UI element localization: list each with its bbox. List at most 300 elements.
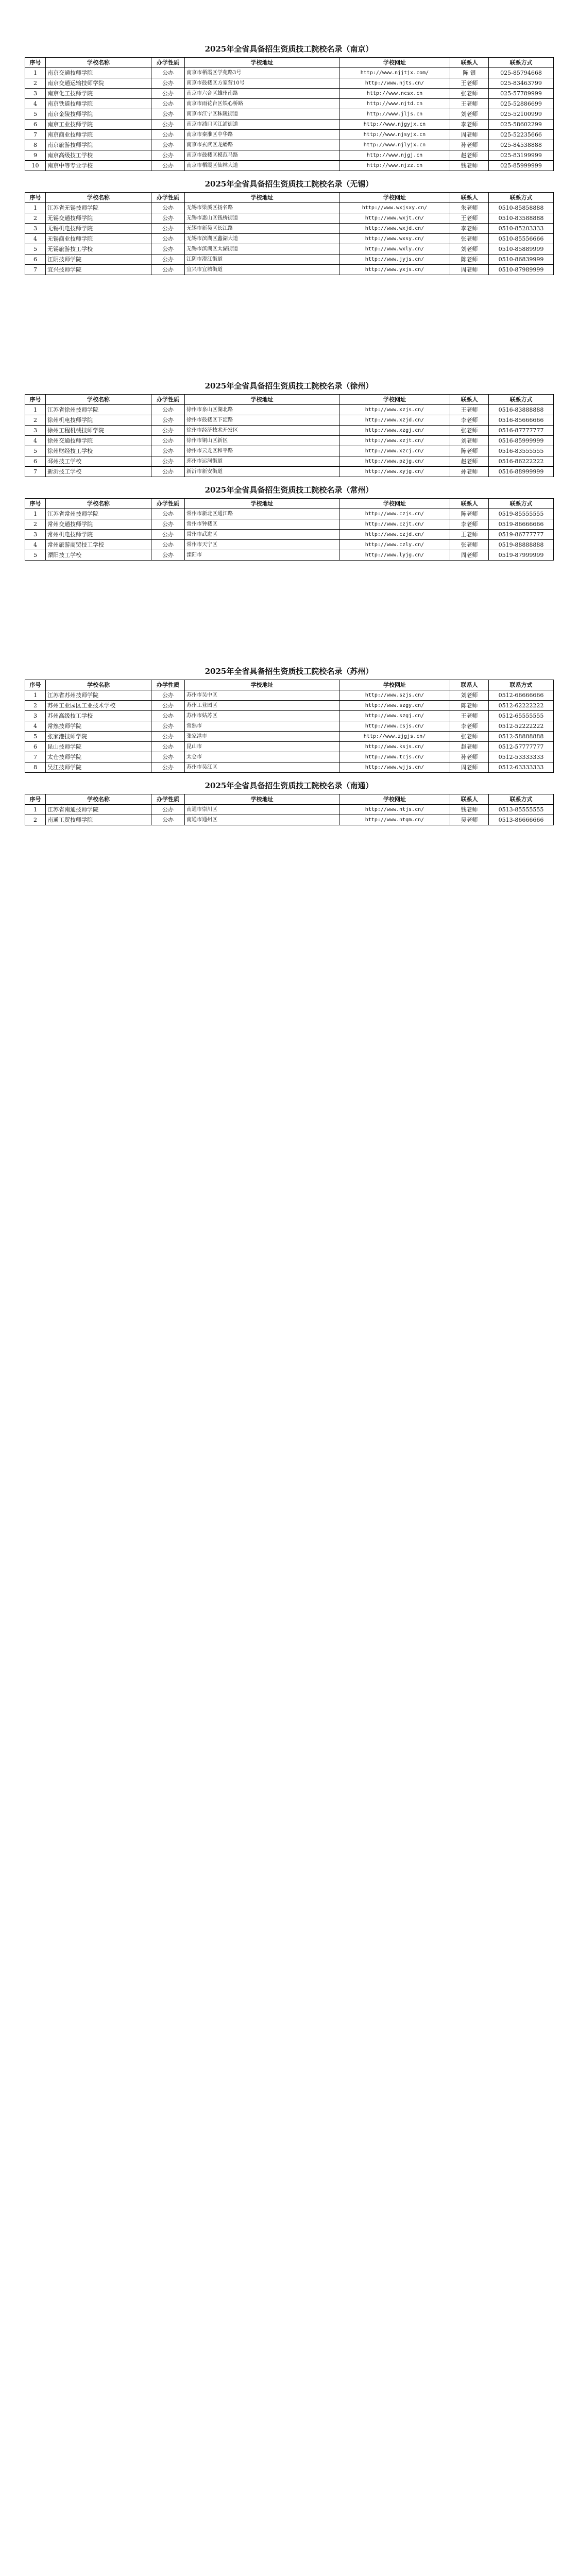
column-header: 办学性质 xyxy=(151,680,185,690)
row-index: 1 xyxy=(25,405,46,415)
school-table xyxy=(25,680,554,773)
contact-person: 张老师 xyxy=(450,732,489,742)
school-website[interactable]: http://www.ntjs.cn/ xyxy=(339,805,450,815)
row-index: 6 xyxy=(25,120,46,130)
column-header: 学校地址 xyxy=(185,193,339,203)
school-type: 公办 xyxy=(151,255,185,265)
school-website[interactable]: http://www.njgyjx.cn xyxy=(339,120,450,130)
contact-person: 周老师 xyxy=(450,762,489,773)
school-type: 公办 xyxy=(151,213,185,224)
table-row xyxy=(25,213,554,224)
row-index: 1 xyxy=(25,690,46,701)
school-name: 南通工贸技师学院 xyxy=(46,815,151,825)
school-name: 溧阳技工学校 xyxy=(46,550,151,561)
row-index: 2 xyxy=(25,519,46,530)
contact-person: 朱老师 xyxy=(450,203,489,213)
school-type: 公办 xyxy=(151,130,185,140)
contact-phone: 0516-87777777 xyxy=(489,426,554,436)
table-row xyxy=(25,752,554,762)
contact-person: 周老师 xyxy=(450,550,489,561)
school-table xyxy=(25,394,554,477)
table-row xyxy=(25,78,554,89)
school-website[interactable]: http://www.yxjs.cn/ xyxy=(339,265,450,275)
school-type: 公办 xyxy=(151,405,185,415)
table-row xyxy=(25,711,554,721)
row-index: 5 xyxy=(25,732,46,742)
school-website[interactable]: http://www.ntgm.cn/ xyxy=(339,815,450,825)
school-name: 南京中等专业学校 xyxy=(46,161,151,171)
contact-phone: 025-85999999 xyxy=(489,161,554,171)
school-type: 公办 xyxy=(151,265,185,275)
school-type: 公办 xyxy=(151,742,185,752)
contact-phone: 0516-83555555 xyxy=(489,446,554,456)
row-index: 4 xyxy=(25,436,46,446)
column-header: 学校名称 xyxy=(46,395,151,405)
column-header: 学校地址 xyxy=(185,794,339,805)
contact-phone: 0512-66666666 xyxy=(489,690,554,701)
school-type: 公办 xyxy=(151,68,185,78)
school-website[interactable]: http://www.njsyjx.cn xyxy=(339,130,450,140)
contact-phone: 0510-87989999 xyxy=(489,265,554,275)
contact-phone: 025-57789999 xyxy=(489,89,554,99)
contact-phone: 0516-88999999 xyxy=(489,467,554,477)
contact-phone: 0512-52222222 xyxy=(489,721,554,732)
row-index: 1 xyxy=(25,203,46,213)
school-address: 常州市武进区 xyxy=(185,530,339,540)
school-website[interactable]: http://www.xzjd.cn/ xyxy=(339,415,450,426)
school-address: 徐州市铜山区新区 xyxy=(185,436,339,446)
school-website[interactable]: http://www.njtd.cn xyxy=(339,99,450,109)
school-type: 公办 xyxy=(151,224,185,234)
column-header: 序号 xyxy=(25,395,46,405)
table-row xyxy=(25,203,554,213)
contact-phone: 0510-85203333 xyxy=(489,224,554,234)
school-table xyxy=(25,794,554,825)
row-index: 6 xyxy=(25,742,46,752)
column-header: 学校地址 xyxy=(185,680,339,690)
school-address: 南通市崇川区 xyxy=(185,805,339,815)
school-name: 南京旅游技师学院 xyxy=(46,140,151,150)
school-website[interactable]: http://www.ncsx.cn xyxy=(339,89,450,99)
contact-person: 孙老师 xyxy=(450,467,489,477)
contact-phone: 025-83463799 xyxy=(489,78,554,89)
school-type: 公办 xyxy=(151,519,185,530)
row-index: 1 xyxy=(25,805,46,815)
school-address: 徐州市云龙区和平路 xyxy=(185,446,339,456)
contact-phone: 0512-57777777 xyxy=(489,742,554,752)
school-website[interactable]: http://www.czjs.cn/ xyxy=(339,509,450,519)
school-address: 南京市鼓楼区方家营10号 xyxy=(185,78,339,89)
school-name: 江苏省苏州技师学院 xyxy=(46,690,151,701)
school-website[interactable]: http://www.zjgjs.cn/ xyxy=(339,732,450,742)
school-name: 张家港技师学院 xyxy=(46,732,151,742)
contact-phone: 0510-86839999 xyxy=(489,255,554,265)
contact-person: 陈老师 xyxy=(450,701,489,711)
school-address: 无锡市滨湖区蠡湖大道 xyxy=(185,234,339,244)
row-index: 7 xyxy=(25,752,46,762)
school-address: 江阴市澄江街道 xyxy=(185,255,339,265)
column-header: 联系方式 xyxy=(489,395,554,405)
column-header: 学校网址 xyxy=(339,794,450,805)
school-address: 南京市玄武区龙蟠路 xyxy=(185,140,339,150)
contact-person: 刘老师 xyxy=(450,436,489,446)
row-index: 5 xyxy=(25,446,46,456)
school-website[interactable]: http://www.njgj.cn xyxy=(339,150,450,161)
contact-person: 赵老师 xyxy=(450,742,489,752)
contact-phone: 0513-86666666 xyxy=(489,815,554,825)
table-row xyxy=(25,130,554,140)
contact-phone: 025-83199999 xyxy=(489,150,554,161)
contact-phone: 0510-85889999 xyxy=(489,244,554,255)
contact-person: 李老师 xyxy=(450,519,489,530)
school-website[interactable]: http://www.csjs.cn/ xyxy=(339,721,450,732)
school-name: 江阴技师学院 xyxy=(46,255,151,265)
school-address: 南京市栖霞区仙林大道 xyxy=(185,161,339,171)
column-header: 序号 xyxy=(25,193,46,203)
school-type: 公办 xyxy=(151,415,185,426)
school-name: 太仓技师学院 xyxy=(46,752,151,762)
column-header: 序号 xyxy=(25,794,46,805)
school-name: 江苏省南通技师学院 xyxy=(46,805,151,815)
column-header: 办学性质 xyxy=(151,395,185,405)
school-name: 南京化工技师学院 xyxy=(46,89,151,99)
school-type: 公办 xyxy=(151,161,185,171)
school-name: 常州机电技师学院 xyxy=(46,530,151,540)
contact-person: 陈 银 xyxy=(450,68,489,78)
section-title: 2025年全省具备招生资质技工院校名录（无锡） xyxy=(205,179,373,189)
school-website[interactable]: http://www.wxjt.cn/ xyxy=(339,213,450,224)
column-header: 联系人 xyxy=(450,193,489,203)
school-address: 南京市鼓楼区模范马路 xyxy=(185,150,339,161)
school-name: 南京交通运输技师学院 xyxy=(46,78,151,89)
school-website[interactable]: http://www.xzgj.cn/ xyxy=(339,426,450,436)
contact-phone: 0513-85555555 xyxy=(489,805,554,815)
school-address: 昆山市 xyxy=(185,742,339,752)
school-website[interactable]: http://www.xyjg.cn/ xyxy=(339,467,450,477)
school-address: 南京市浦口区江浦街道 xyxy=(185,120,339,130)
school-address: 太仓市 xyxy=(185,752,339,762)
row-index: 5 xyxy=(25,550,46,561)
column-header: 办学性质 xyxy=(151,499,185,509)
table-row xyxy=(25,509,554,519)
school-website[interactable]: http://www.szgy.cn/ xyxy=(339,701,450,711)
column-header: 序号 xyxy=(25,499,46,509)
column-header: 学校地址 xyxy=(185,499,339,509)
table-row xyxy=(25,815,554,825)
school-website[interactable]: http://www.jyjs.cn/ xyxy=(339,255,450,265)
school-type: 公办 xyxy=(151,140,185,150)
school-type: 公办 xyxy=(151,690,185,701)
school-website[interactable]: http://www.xzcj.cn/ xyxy=(339,446,450,456)
contact-person: 王老师 xyxy=(450,405,489,415)
contact-person: 李老师 xyxy=(450,224,489,234)
table-row xyxy=(25,224,554,234)
school-website[interactable]: http://www.njts.cn/ xyxy=(339,78,450,89)
contact-person: 张老师 xyxy=(450,540,489,550)
table-row xyxy=(25,446,554,456)
school-type: 公办 xyxy=(151,150,185,161)
school-website[interactable]: http://www.tcjs.cn/ xyxy=(339,752,450,762)
school-address: 常熟市 xyxy=(185,721,339,732)
school-type: 公办 xyxy=(151,711,185,721)
school-website[interactable]: http://www.czly.cn/ xyxy=(339,540,450,550)
table-header-row xyxy=(25,794,554,805)
column-header: 学校名称 xyxy=(46,58,151,68)
table-header-row xyxy=(25,499,554,509)
table-row xyxy=(25,265,554,275)
school-type: 公办 xyxy=(151,732,185,742)
school-address: 常州市钟楼区 xyxy=(185,519,339,530)
school-website[interactable]: http://www.pzjg.cn/ xyxy=(339,456,450,467)
contact-phone: 0519-87999999 xyxy=(489,550,554,561)
school-type: 公办 xyxy=(151,815,185,825)
contact-phone: 0510-83588888 xyxy=(489,213,554,224)
document xyxy=(25,36,553,825)
contact-person: 王老师 xyxy=(450,711,489,721)
row-index: 6 xyxy=(25,255,46,265)
table-row xyxy=(25,805,554,815)
school-website[interactable]: http://www.wxjd.cn/ xyxy=(339,224,450,234)
row-index: 4 xyxy=(25,234,46,244)
school-website[interactable]: http://www.szjs.cn/ xyxy=(339,690,450,701)
column-header: 联系人 xyxy=(450,58,489,68)
school-name: 新沂技工学校 xyxy=(46,467,151,477)
row-index: 3 xyxy=(25,711,46,721)
school-address: 徐州市鼓楼区下淀路 xyxy=(185,415,339,426)
school-type: 公办 xyxy=(151,805,185,815)
column-header: 联系人 xyxy=(450,499,489,509)
contact-phone: 0512-62222222 xyxy=(489,701,554,711)
school-type: 公办 xyxy=(151,234,185,244)
school-type: 公办 xyxy=(151,99,185,109)
school-name: 江苏省常州技师学院 xyxy=(46,509,151,519)
column-header: 学校网址 xyxy=(339,680,450,690)
school-name: 苏州高级技工学校 xyxy=(46,711,151,721)
column-header: 联系方式 xyxy=(489,680,554,690)
school-type: 公办 xyxy=(151,120,185,130)
row-index: 10 xyxy=(25,161,46,171)
school-website[interactable]: http://www.xzjt.cn/ xyxy=(339,436,450,446)
table-row xyxy=(25,234,554,244)
column-header: 联系人 xyxy=(450,680,489,690)
school-website[interactable]: http://www.szgj.cn/ xyxy=(339,711,450,721)
contact-phone: 025-58602299 xyxy=(489,120,554,130)
school-address: 无锡市新吴区长江路 xyxy=(185,224,339,234)
school-address: 苏州市吴江区 xyxy=(185,762,339,773)
row-index: 4 xyxy=(25,721,46,732)
contact-phone: 0519-86666666 xyxy=(489,519,554,530)
school-name: 邳州技工学校 xyxy=(46,456,151,467)
column-header: 联系人 xyxy=(450,794,489,805)
contact-person: 钱老师 xyxy=(450,805,489,815)
table-row xyxy=(25,426,554,436)
school-address: 张家港市 xyxy=(185,732,339,742)
school-name: 宜兴技师学院 xyxy=(46,265,151,275)
section-title: 2025年全省具备招生资质技工院校名录（常州） xyxy=(205,485,373,495)
school-address: 无锡市滨湖区太湖街道 xyxy=(185,244,339,255)
school-type: 公办 xyxy=(151,752,185,762)
row-index: 1 xyxy=(25,509,46,519)
school-address: 邳州市运河街道 xyxy=(185,456,339,467)
row-index: 2 xyxy=(25,78,46,89)
contact-person: 王老师 xyxy=(450,530,489,540)
column-header: 学校地址 xyxy=(185,58,339,68)
school-address: 无锡市惠山区钱桥街道 xyxy=(185,213,339,224)
table-row xyxy=(25,701,554,711)
school-address: 南京市栖霞区学苑路3号 xyxy=(185,68,339,78)
school-address: 苏州市吴中区 xyxy=(185,690,339,701)
contact-phone: 0519-86777777 xyxy=(489,530,554,540)
table-row xyxy=(25,150,554,161)
column-header: 联系人 xyxy=(450,395,489,405)
school-name: 南京工业技师学院 xyxy=(46,120,151,130)
school-type: 公办 xyxy=(151,109,185,120)
table-row xyxy=(25,89,554,99)
school-address: 南京市六合区雄州南路 xyxy=(185,89,339,99)
school-type: 公办 xyxy=(151,762,185,773)
school-name: 苏州工业园区工业技术学校 xyxy=(46,701,151,711)
school-address: 南通市通州区 xyxy=(185,815,339,825)
school-website[interactable]: http://www.czjt.cn/ xyxy=(339,519,450,530)
contact-person: 张老师 xyxy=(450,234,489,244)
school-type: 公办 xyxy=(151,78,185,89)
contact-phone: 0512-58888888 xyxy=(489,732,554,742)
contact-person: 赵老师 xyxy=(450,150,489,161)
school-address: 常州市天宁区 xyxy=(185,540,339,550)
contact-person: 张老师 xyxy=(450,426,489,436)
contact-person: 钱老师 xyxy=(450,161,489,171)
table-row xyxy=(25,405,554,415)
row-index: 3 xyxy=(25,426,46,436)
row-index: 6 xyxy=(25,456,46,467)
column-header: 办学性质 xyxy=(151,193,185,203)
school-type: 公办 xyxy=(151,426,185,436)
school-name: 无锡旅游技工学校 xyxy=(46,244,151,255)
school-website[interactable]: http://www.wjjs.cn/ xyxy=(339,762,450,773)
contact-phone: 025-52100999 xyxy=(489,109,554,120)
school-name: 江苏省徐州技师学院 xyxy=(46,405,151,415)
table-row xyxy=(25,732,554,742)
school-type: 公办 xyxy=(151,446,185,456)
school-address: 新沂市新安街道 xyxy=(185,467,339,477)
school-type: 公办 xyxy=(151,436,185,446)
contact-phone: 0516-83888888 xyxy=(489,405,554,415)
column-header: 学校网址 xyxy=(339,193,450,203)
school-address: 溧阳市 xyxy=(185,550,339,561)
school-website[interactable]: http://www.lyjg.cn/ xyxy=(339,550,450,561)
contact-person: 陈老师 xyxy=(450,255,489,265)
school-table xyxy=(25,57,554,171)
column-header: 联系方式 xyxy=(489,58,554,68)
school-type: 公办 xyxy=(151,203,185,213)
table-header-row xyxy=(25,58,554,68)
table-row xyxy=(25,415,554,426)
school-website[interactable]: http://www.wxsy.cn/ xyxy=(339,234,450,244)
school-type: 公办 xyxy=(151,467,185,477)
row-index: 4 xyxy=(25,540,46,550)
school-website[interactable]: http://www.wxjsxy.cn/ xyxy=(339,203,450,213)
contact-person: 孙老师 xyxy=(450,752,489,762)
contact-person: 张老师 xyxy=(450,89,489,99)
school-name: 常熟技师学院 xyxy=(46,721,151,732)
table-row xyxy=(25,467,554,477)
school-website[interactable]: http://www.njzz.cn xyxy=(339,161,450,171)
contact-person: 吴老师 xyxy=(450,815,489,825)
contact-phone: 025-52886699 xyxy=(489,99,554,109)
row-index: 7 xyxy=(25,265,46,275)
table-row xyxy=(25,140,554,150)
school-type: 公办 xyxy=(151,456,185,467)
contact-person: 周老师 xyxy=(450,130,489,140)
contact-phone: 0512-53333333 xyxy=(489,752,554,762)
table-row xyxy=(25,255,554,265)
contact-phone: 0519-88888888 xyxy=(489,540,554,550)
school-name: 南京交通技师学院 xyxy=(46,68,151,78)
school-name: 常州交通技师学院 xyxy=(46,519,151,530)
school-website[interactable]: http://www.xzjs.cn/ xyxy=(339,405,450,415)
school-website[interactable]: http://www.jljs.cn xyxy=(339,109,450,120)
column-header: 序号 xyxy=(25,58,46,68)
column-header: 学校名称 xyxy=(46,499,151,509)
contact-phone: 025-85794668 xyxy=(489,68,554,78)
school-type: 公办 xyxy=(151,701,185,711)
school-website[interactable]: http://www.wxly.cn/ xyxy=(339,244,450,255)
contact-phone: 025-84538888 xyxy=(489,140,554,150)
table-header-row xyxy=(25,395,554,405)
school-type: 公办 xyxy=(151,550,185,561)
school-name: 吴江技师学院 xyxy=(46,762,151,773)
school-address: 徐州市经济技术开发区 xyxy=(185,426,339,436)
table-row xyxy=(25,519,554,530)
school-name: 南京商业技师学院 xyxy=(46,130,151,140)
row-index: 4 xyxy=(25,99,46,109)
school-name: 江苏省无锡技师学院 xyxy=(46,203,151,213)
table-row xyxy=(25,436,554,446)
contact-phone: 0510-85858888 xyxy=(489,203,554,213)
column-header: 办学性质 xyxy=(151,58,185,68)
school-address: 南京市江宁区秣陵街道 xyxy=(185,109,339,120)
school-type: 公办 xyxy=(151,721,185,732)
page-break xyxy=(25,275,553,373)
contact-phone: 0510-85556666 xyxy=(489,234,554,244)
table-row xyxy=(25,244,554,255)
school-name: 徐州机电技师学院 xyxy=(46,415,151,426)
row-index: 8 xyxy=(25,762,46,773)
school-address: 宜兴市宜城街道 xyxy=(185,265,339,275)
school-address: 南京市秦淮区中华路 xyxy=(185,130,339,140)
table-row xyxy=(25,550,554,561)
column-header: 联系方式 xyxy=(489,794,554,805)
section-title: 2025年全省具备招生资质技工院校名录（徐州） xyxy=(205,381,373,391)
contact-phone: 0512-65555555 xyxy=(489,711,554,721)
contact-person: 李老师 xyxy=(450,415,489,426)
school-name: 徐州财经技工学校 xyxy=(46,446,151,456)
school-website[interactable]: http://www.njlyjx.cn xyxy=(339,140,450,150)
contact-person: 陈老师 xyxy=(450,446,489,456)
school-name: 昆山技师学院 xyxy=(46,742,151,752)
table-row xyxy=(25,68,554,78)
contact-person: 李老师 xyxy=(450,120,489,130)
contact-person: 刘老师 xyxy=(450,690,489,701)
school-name: 无锡交通技师学院 xyxy=(46,213,151,224)
contact-person: 周老师 xyxy=(450,265,489,275)
school-website[interactable]: http://www.njjtjx.com/ xyxy=(339,68,450,78)
column-header: 学校名称 xyxy=(46,193,151,203)
school-type: 公办 xyxy=(151,540,185,550)
contact-phone: 0512-63333333 xyxy=(489,762,554,773)
school-website[interactable]: http://www.ksjs.cn/ xyxy=(339,742,450,752)
school-website[interactable]: http://www.czjd.cn/ xyxy=(339,530,450,540)
